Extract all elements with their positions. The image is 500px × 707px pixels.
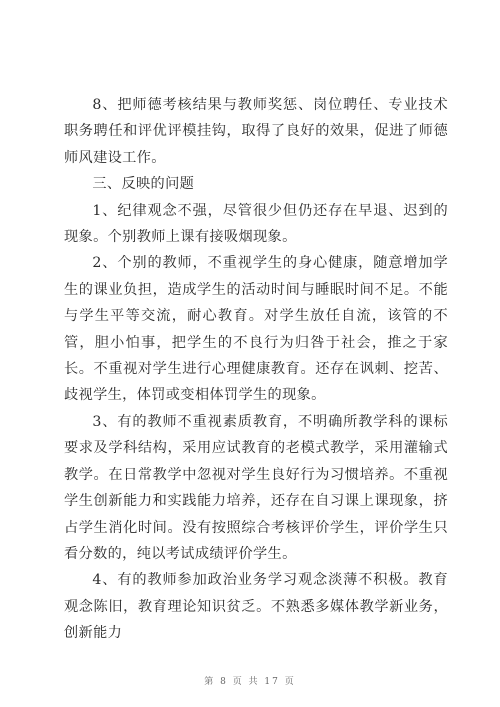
paragraph-problem-2: 2、个别的教师，不重视学生的身心健康，随意增加学生的课业负担，造成学生的活动时间与睡眠时间不足。不能与学生平等交流，耐心教育。对学生放任自流，该管的不管，胆小怕事，把学生的不良行为归咎于社会，推之于家长。不重视对学生进行心理健康教育。还存在讽刺、挖苦、歧视学生，体罚或变相体罚学生的现象。 [64,255,448,404]
page-body [64,92,448,647]
section-heading-problems: 三、反映的问题 [92,176,195,193]
paragraph-problem-3: 3、有的教师不重视素质教育，不明确所教学科的课标要求及学科结构，采用应试教育的老模式教学，采用灌输式教学。在日常教学中忽视对学生良好行为习惯培养。不重视学生创新能力和实践能力培养，还存在自习课上课现象，挤占学生消化时间。没有按照综合考核评价学生，评价学生只看分数的，纯以考试成绩评价学生。 [64,413,448,562]
paragraph-problem-1: 1、纪律观念不强，尽管很少但仍还存在早退、迟到的现象。个别教师上课有接吸烟现象。 [64,202,448,246]
paragraph-item-8: 8、把师德考核结果与教师奖惩、岗位聘任、专业技术职务聘任和评优评模挂钩，取得了良好的效果，促进了师德师风建设工作。 [64,97,448,166]
page-number-footer: 第 8 页 共 17 页 [204,677,296,687]
paragraph-problem-4: 4、有的教师参加政治业务学习观念淡薄不积极。教育观念陈旧，教育理论知识贫乏。不熟悉多媒体教学新业务，创新能力 [64,572,448,642]
